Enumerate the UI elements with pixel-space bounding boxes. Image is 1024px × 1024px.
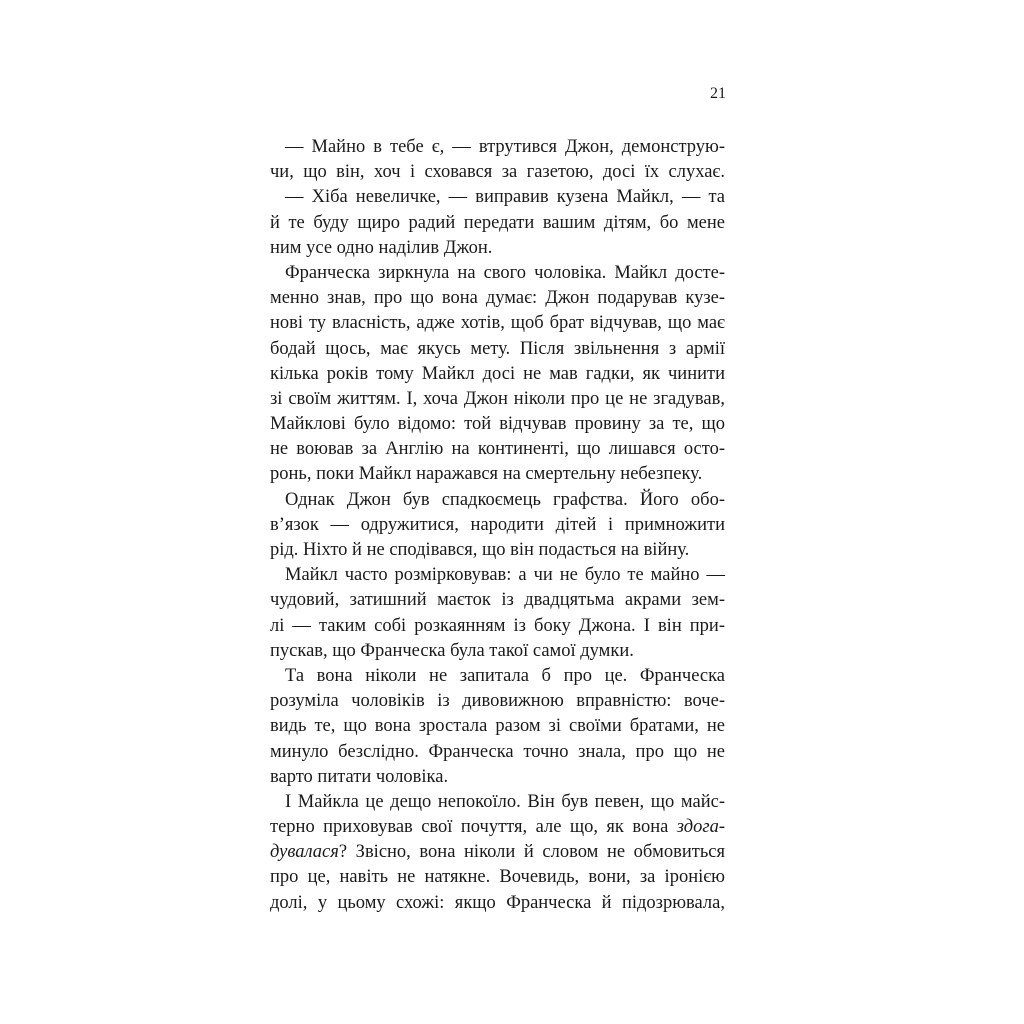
text-line [270, 891, 725, 916]
text-segment: минуло безслідно. Франческа точно знала, про що не [270, 741, 725, 762]
text-line [270, 412, 725, 437]
text-segment: чи, що він, хоч і сховався за газетою, досі їх слухає. [270, 162, 725, 183]
text-segment: І Майкла це дещо непокоїло. Він був певен, що майс- [285, 791, 725, 812]
text-line [270, 664, 725, 689]
text-line [270, 588, 725, 613]
text-line [270, 765, 725, 790]
text-segment: терно приховував свої почуття, але що, як вона [270, 817, 677, 838]
text-segment: ронь, поки Майкл наражався на смертельну небезпеку. [270, 464, 703, 485]
text-line [270, 211, 725, 236]
page-number: 21 [710, 85, 726, 102]
text-segment: розуміла чоловіків із дивовижною вправністю: воче- [270, 691, 725, 712]
body-text [270, 135, 725, 916]
text-segment: Майклові було відомо: той відчував провину за те, що [270, 414, 725, 435]
text-line [270, 790, 725, 815]
text-segment: бодай щось, має якусь мету. Після звільнення з армії [270, 338, 725, 359]
text-line [270, 538, 725, 563]
text-segment: про це, навіть не натякне. Вочевидь, вони, за іронією [270, 867, 725, 888]
text-segment: в’язок — одружитися, народити дітей і примножити [270, 514, 725, 535]
text-segment: Майкл часто розмірковував: а чи не було те майно — [285, 565, 725, 586]
text-line [270, 185, 725, 210]
text-line [270, 311, 725, 336]
text-segment: чудовий, затишний маєток із двадцятьма акрами зем- [270, 590, 725, 611]
text-line [270, 513, 725, 538]
text-line [270, 437, 725, 462]
text-segment: пускав, що Франческа була такої самої думки. [270, 640, 634, 661]
text-line [270, 362, 725, 387]
text-line [270, 387, 725, 412]
text-segment: кілька років тому Майкл досі не мав гадки, як чинити [270, 363, 725, 384]
text-line [270, 865, 725, 890]
text-segment: варто питати чоловіка. [270, 766, 449, 787]
text-line [270, 337, 725, 362]
italic-text: дувалася [270, 842, 339, 863]
text-segment: — Хіба невеличке, — виправив кузена Майкл, — та [285, 187, 725, 208]
text-line [270, 160, 725, 185]
text-segment: Франческа зиркнула на свого чоловіка. Майкл досте- [285, 262, 725, 283]
text-line [270, 135, 725, 160]
text-segment: долі, у цьому схожі: якщо Франческа й підозрювала, [270, 892, 725, 913]
text-line [270, 261, 725, 286]
text-line [270, 639, 725, 664]
text-line [270, 462, 725, 487]
text-segment: лі — таким собі розкаянням із боку Джона. І він при- [270, 615, 725, 636]
text-segment: ним усе одно наділив Джон. [270, 237, 493, 258]
text-segment: видь те, що вона зростала разом зі своїми братами, не [270, 716, 725, 737]
text-line [270, 286, 725, 311]
text-segment: менно знав, про що вона думає: Джон подарував кузе- [270, 288, 725, 309]
text-line [270, 740, 725, 765]
text-line [270, 714, 725, 739]
text-line [270, 840, 725, 865]
text-segment: ? Звісно, вона ніколи й словом не обмовиться [338, 842, 725, 863]
text-line [270, 815, 725, 840]
text-segment: рід. Ніхто й не сподівався, що він подасться на війну. [270, 540, 690, 560]
text-line [270, 563, 725, 588]
text-line [270, 236, 725, 261]
text-line [270, 614, 725, 639]
text-segment: не воював за Англію на континенті, що лишався осто- [270, 439, 725, 460]
text-line [270, 488, 725, 513]
text-line [270, 689, 725, 714]
text-segment: нові ту власність, адже хотів, щоб брат відчував, що має [270, 313, 725, 334]
text-segment: Однак Джон був спадкоємець графства. Його обо- [285, 489, 725, 510]
text-segment: зі своїм життям. І, хоча Джон ніколи про це не згадував, [270, 388, 725, 409]
text-segment: й те буду щиро радий передати вашим дітям, бо мене [270, 212, 725, 233]
text-segment: — Майно в тебе є, — втрутився Джон, демонструю- [285, 137, 725, 157]
italic-text: здога- [676, 817, 725, 838]
text-segment: Та вона ніколи не запитала б про це. Франческа [285, 665, 725, 686]
